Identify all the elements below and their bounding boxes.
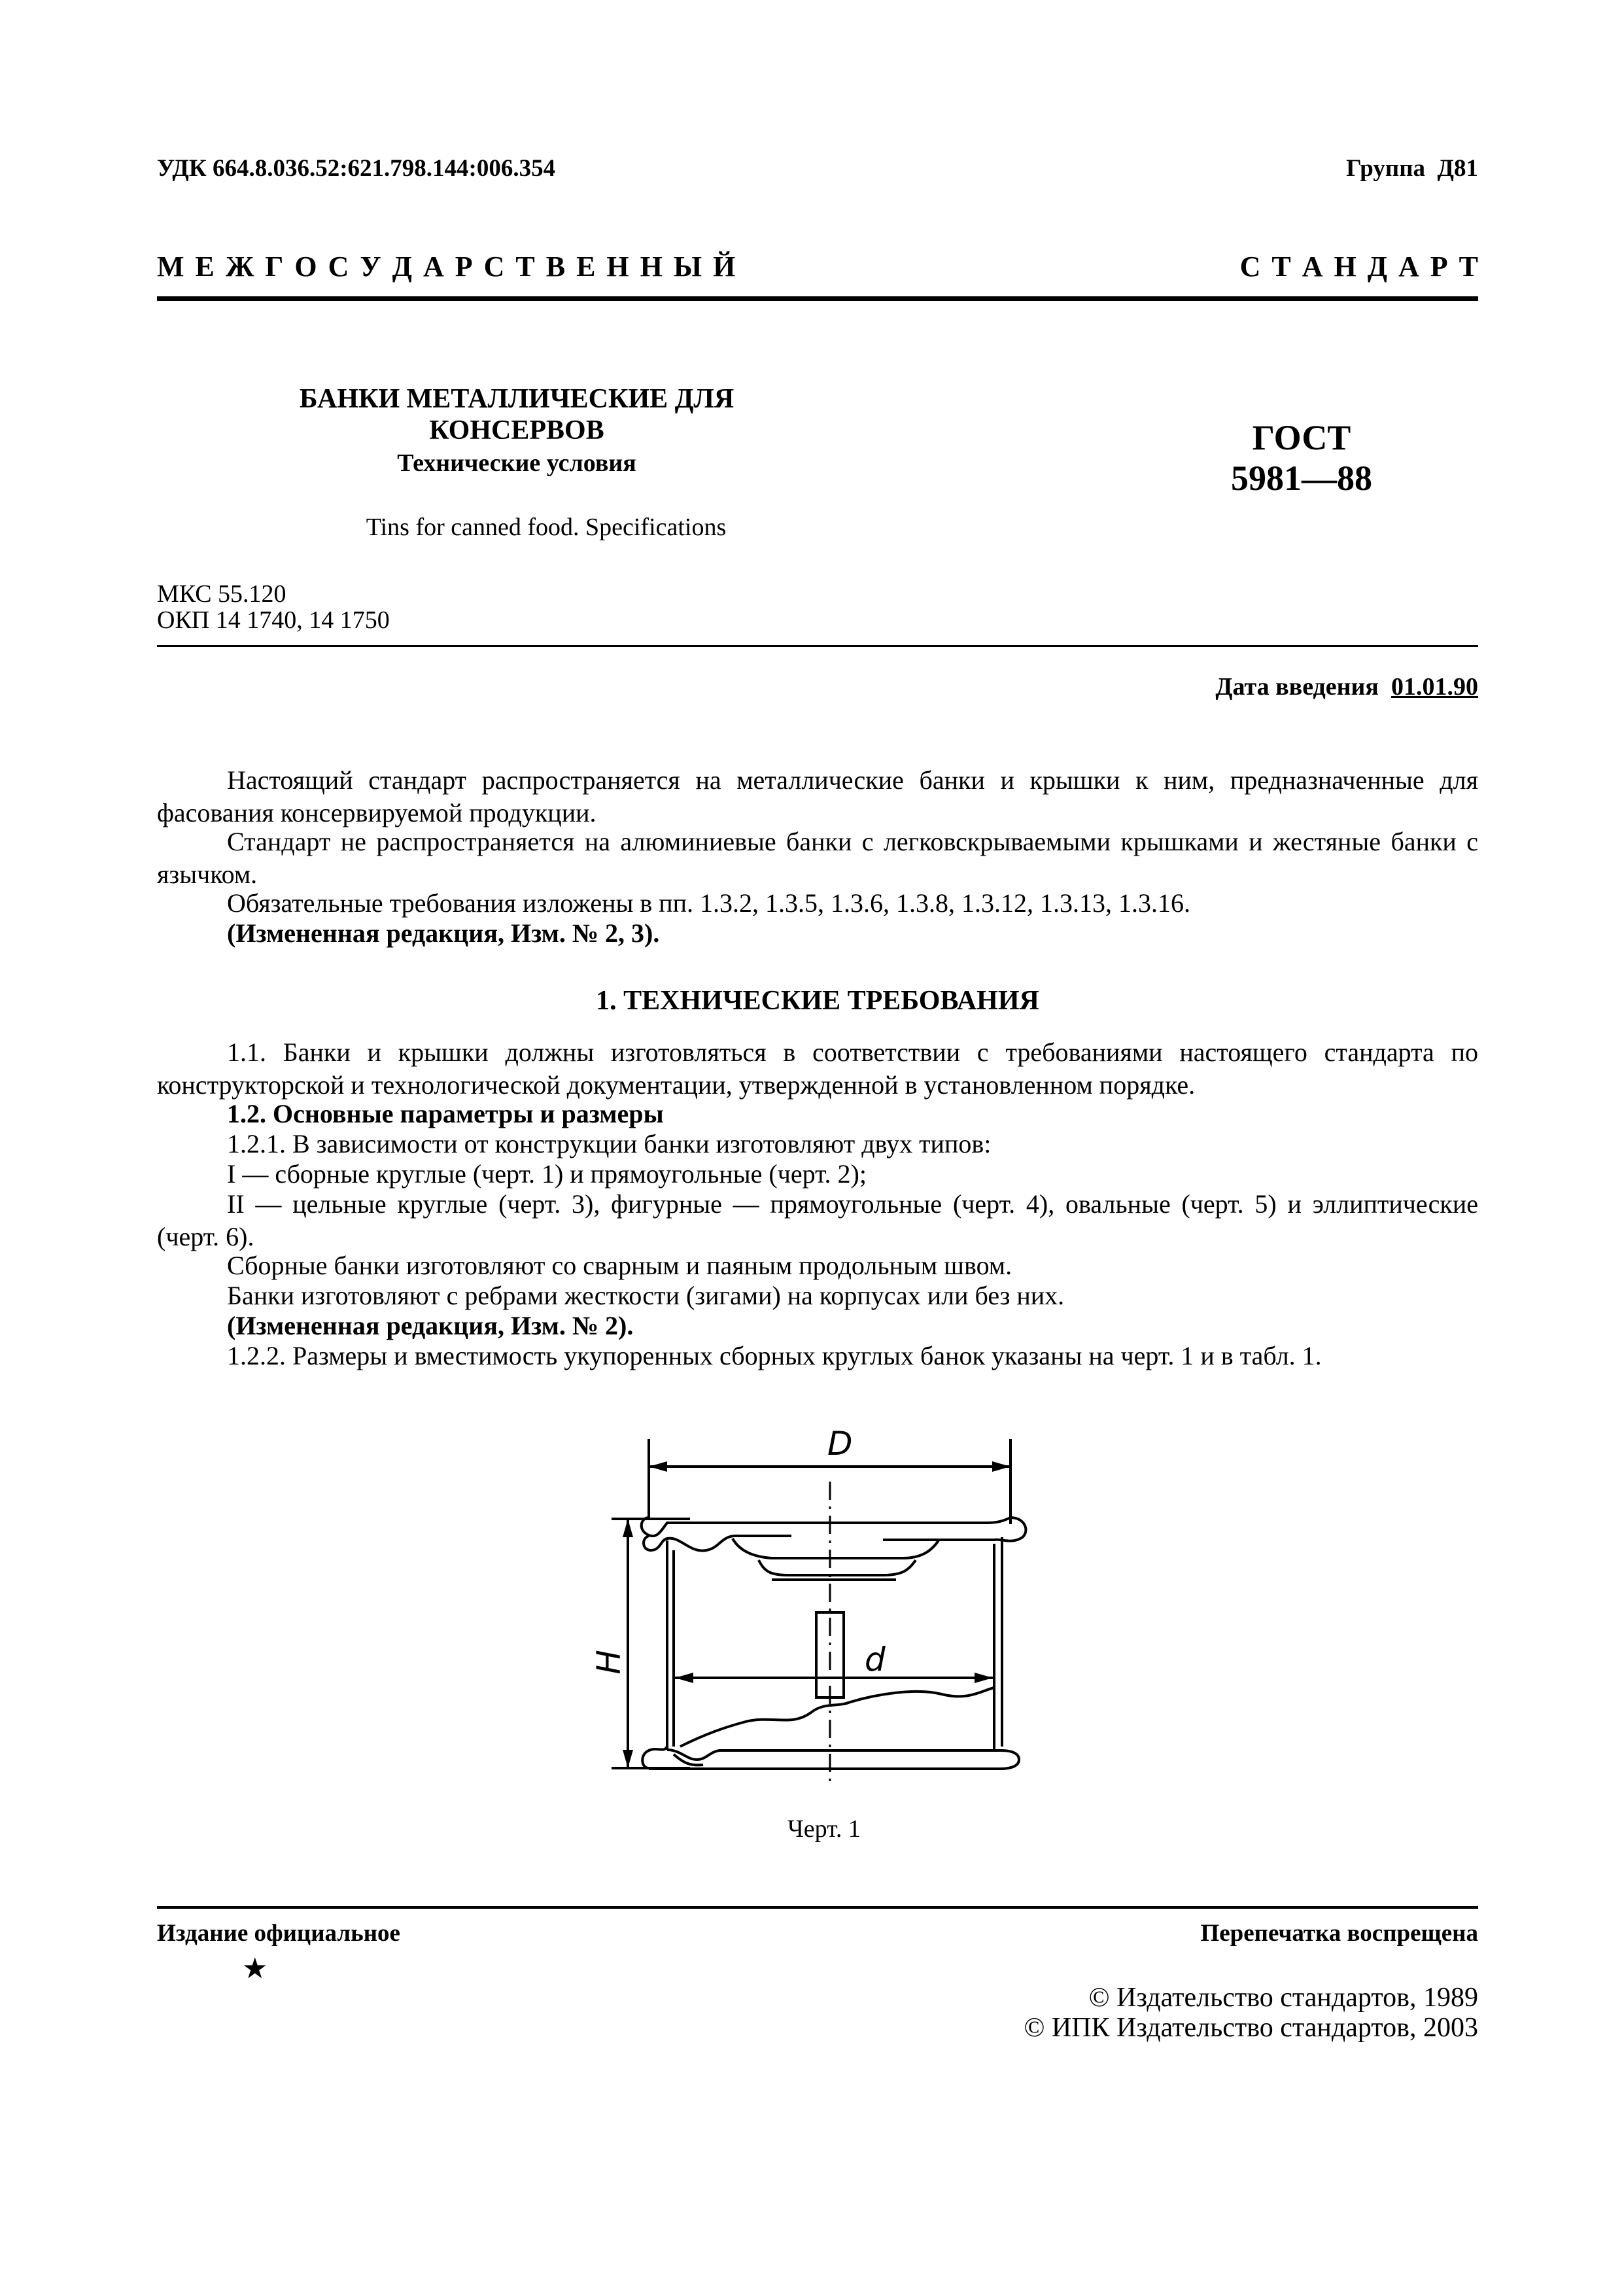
- figure-caption: Черт. 1: [787, 1815, 861, 1843]
- clause-ribs: Банки изготовляют с ребрами жесткости (зигами) на корпусах или без них.: [227, 1281, 1065, 1310]
- group-value: Д81: [1437, 155, 1478, 182]
- clause-seam: Сборные банки изготовляют со сварным и паяным продольным швом.: [227, 1251, 1012, 1280]
- section-heading: 1. ТЕХНИЧЕСКИЕ ТРЕБОВАНИЯ: [596, 986, 1039, 1016]
- star-icon: ★: [242, 1953, 268, 1985]
- mks-code: МКС 55.120: [157, 580, 286, 608]
- introduction-date-label: Дата введения: [1215, 673, 1379, 701]
- clause-type-2: II — цельные круглые (черт. 3), фигурные — прямоугольные (черт. 4), овальные (черт. 5) и эллиптические (черт. 6).: [157, 1189, 1478, 1251]
- official-edition-label: Издание официальное: [157, 1920, 400, 1947]
- document-subtitle: Технические условия: [397, 449, 636, 477]
- header-rule: [157, 296, 1478, 301]
- reprint-prohibited-label: Перепечатка воспрещена: [1200, 1920, 1478, 1947]
- introduction-date-value: 01.01.90: [1391, 673, 1478, 701]
- clause-1-1: 1.1. Банки и крышки должны изготовляться в соответствии с требованиями настоящего стандарта по конструкторской и технологической документации, утвержденной в установленном порядке.: [157, 1037, 1478, 1100]
- udk-code: УДК 664.8.036.52:621.798.144:006.354: [157, 155, 556, 182]
- group-code: [1346, 154, 1478, 183]
- dimension-label-d: d: [865, 1641, 886, 1679]
- intro-paragraph-exclusions: Стандарт не распространяется на алюминиевые банки с легковскрываемыми крышками и жестяные банки с язычком.: [157, 827, 1478, 889]
- footer-rule: [157, 1906, 1478, 1909]
- standard-banner-left: М Е Ж Г О С У Д А Р С Т В Е Н Н Ы Й: [157, 251, 736, 283]
- introduction-date: [1215, 672, 1478, 701]
- standard-banner-right: С Т А Н Д А Р Т: [1239, 251, 1478, 283]
- document-title: БАНКИ МЕТАЛЛИЧЕСКИЕ ДЛЯ КОНСЕРВОВ: [299, 384, 734, 445]
- english-title: Tins for canned food. Specifications: [366, 513, 727, 541]
- can-drawing: [576, 1419, 1060, 1786]
- gost-label: ГОСТ: [1252, 418, 1351, 457]
- group-label: Группа: [1346, 155, 1426, 182]
- dimension-label-D: D: [827, 1425, 853, 1463]
- dimension-label-H: H: [589, 1650, 628, 1675]
- clause-revision-note: (Измененная редакция, Изм. № 2).: [227, 1311, 634, 1340]
- gost-number: 5981—88: [1231, 459, 1372, 498]
- intro-paragraph-mandatory: Обязательные требования изложены в пп. 1.3.2, 1.3.5, 1.3.6, 1.3.8, 1.3.12, 1.3.13, 1.3.16.: [227, 888, 1191, 918]
- okp-code: ОКП 14 1740, 14 1750: [157, 606, 390, 634]
- intro-revision-note: (Измененная редакция, Изм. № 2, 3).: [227, 918, 660, 948]
- clause-type-1: I — сборные круглые (черт. 1) и прямоугольные (черт. 2);: [227, 1159, 867, 1189]
- copyright-line-1: © Издательство стандартов, 1989: [1088, 1983, 1478, 2013]
- intro-paragraph-scope: Настоящий стандарт распространяется на металлические банки и крышки к ним, предназначенные для фасования консервируемой продукции.: [157, 765, 1478, 827]
- copyright-line-2: © ИПК Издательство стандартов, 2003: [1024, 2013, 1478, 2043]
- clause-1-2-2: 1.2.2. Размеры и вместимость укупоренных сборных круглых банок указаны на черт. 1 и в табл. 1.: [227, 1341, 1322, 1370]
- title-rule: [157, 645, 1478, 647]
- clause-1-2-1: 1.2.1. В зависимости от конструкции банки изготовляют двух типов:: [227, 1129, 992, 1158]
- clause-1-2-heading: 1.2. Основные параметры и размеры: [227, 1099, 664, 1128]
